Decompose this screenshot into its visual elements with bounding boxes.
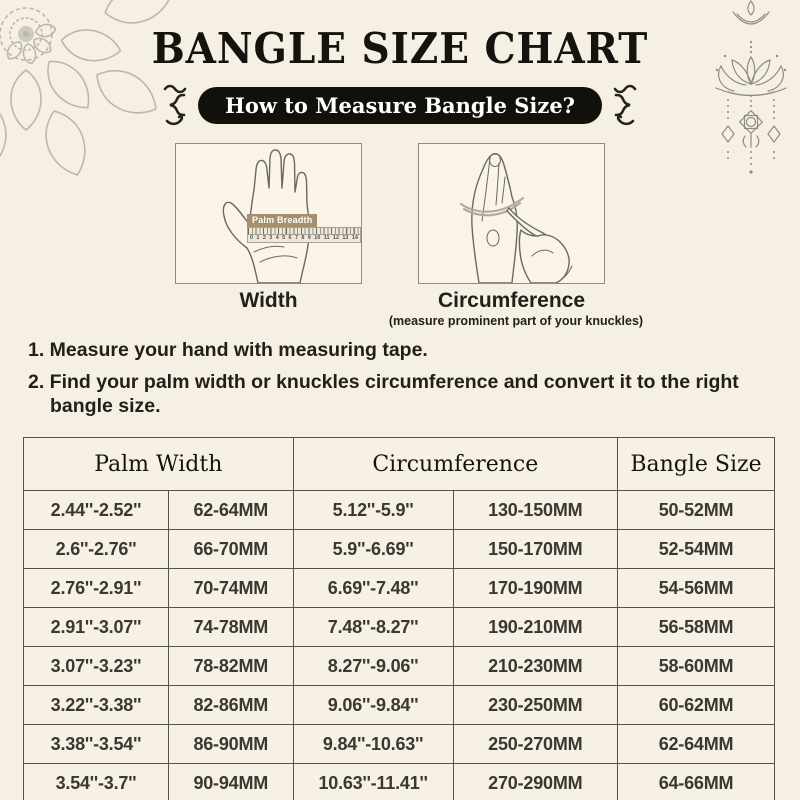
instruction-item: 1. Measure your hand with measuring tape. — [28, 339, 428, 361]
squiggle-left-icon — [157, 83, 189, 127]
size-table — [23, 437, 775, 800]
table-cell: 230-250MM — [453, 686, 617, 725]
table-cell: 6.69''-7.48'' — [293, 569, 453, 608]
table-body — [24, 491, 775, 800]
table-cell: 250-270MM — [453, 725, 617, 764]
table-header-bangle-size: Bangle Size — [618, 438, 775, 491]
table-cell: 62-64MM — [618, 725, 775, 764]
instructions-list — [28, 338, 744, 427]
palm-breadth-label: Palm Breadth — [247, 214, 317, 228]
table-cell: 10.63''-11.41'' — [293, 764, 453, 800]
instruction-item: 2. Find your palm width or knuckles circumference and convert it to the right bangle size. — [28, 371, 739, 418]
table-row — [24, 491, 775, 530]
table-header-circumference: Circumference — [293, 438, 617, 491]
table-cell: 3.22''-3.38'' — [24, 686, 169, 725]
table-cell: 74-78MM — [168, 608, 293, 647]
ruler-ticks — [248, 228, 360, 235]
table-cell: 3.38''-3.54'' — [24, 725, 169, 764]
table-header-row — [24, 438, 775, 491]
table-cell: 5.9''-6.69'' — [293, 530, 453, 569]
table-cell: 3.07''-3.23'' — [24, 647, 169, 686]
table-cell: 54-56MM — [618, 569, 775, 608]
table-cell: 2.6''-2.76'' — [24, 530, 169, 569]
table-cell: 5.12''-5.9'' — [293, 491, 453, 530]
table-row — [24, 725, 775, 764]
table-cell: 130-150MM — [453, 491, 617, 530]
table-cell: 2.76''-2.91'' — [24, 569, 169, 608]
circumference-diagram-box — [418, 143, 605, 284]
ruler-numbers: 0 1 2 3 4 5 6 7 8 9 10 11 12 13 14 — [250, 235, 358, 241]
badge-row — [0, 83, 800, 127]
circumference-caption: Circumference — [437, 289, 586, 312]
table-row — [24, 608, 775, 647]
table-cell: 66-70MM — [168, 530, 293, 569]
table-row — [24, 569, 775, 608]
table-row — [24, 530, 775, 569]
table-cell: 56-58MM — [618, 608, 775, 647]
table-row — [24, 764, 775, 800]
how-to-badge: How to Measure Bangle Size? — [198, 87, 602, 124]
table-cell: 60-62MM — [618, 686, 775, 725]
page-title: BANGLE SIZE CHART — [151, 24, 649, 73]
table-cell: 170-190MM — [453, 569, 617, 608]
table-cell: 52-54MM — [618, 530, 775, 569]
table-cell: 50-52MM — [618, 491, 775, 530]
table-cell: 7.48''-8.27'' — [293, 608, 453, 647]
table-cell: 58-60MM — [618, 647, 775, 686]
hand-circumference-illustration — [419, 144, 604, 283]
circumference-note: (measure prominent part of your knuckles) — [388, 314, 644, 328]
table-header-palm-width: Palm Width — [24, 438, 294, 491]
table-cell: 2.44''-2.52'' — [24, 491, 169, 530]
table-cell: 150-170MM — [453, 530, 617, 569]
table-cell: 9.84''-10.63'' — [293, 725, 453, 764]
table-cell: 70-74MM — [168, 569, 293, 608]
width-caption: Width — [239, 289, 298, 312]
table-cell: 270-290MM — [453, 764, 617, 800]
table-cell: 8.27''-9.06'' — [293, 647, 453, 686]
table-cell: 82-86MM — [168, 686, 293, 725]
width-diagram-box — [175, 143, 362, 284]
table-cell: 78-82MM — [168, 647, 293, 686]
squiggle-right-icon — [611, 83, 643, 127]
table-cell: 210-230MM — [453, 647, 617, 686]
ruler — [247, 227, 361, 243]
table-cell: 64-66MM — [618, 764, 775, 800]
table-cell: 3.54''-3.7'' — [24, 764, 169, 800]
table-cell: 2.91''-3.07'' — [24, 608, 169, 647]
table-cell: 190-210MM — [453, 608, 617, 647]
table-row — [24, 686, 775, 725]
table-cell: 86-90MM — [168, 725, 293, 764]
table-cell: 9.06''-9.84'' — [293, 686, 453, 725]
table-cell: 62-64MM — [168, 491, 293, 530]
table-cell: 90-94MM — [168, 764, 293, 800]
table-row — [24, 647, 775, 686]
